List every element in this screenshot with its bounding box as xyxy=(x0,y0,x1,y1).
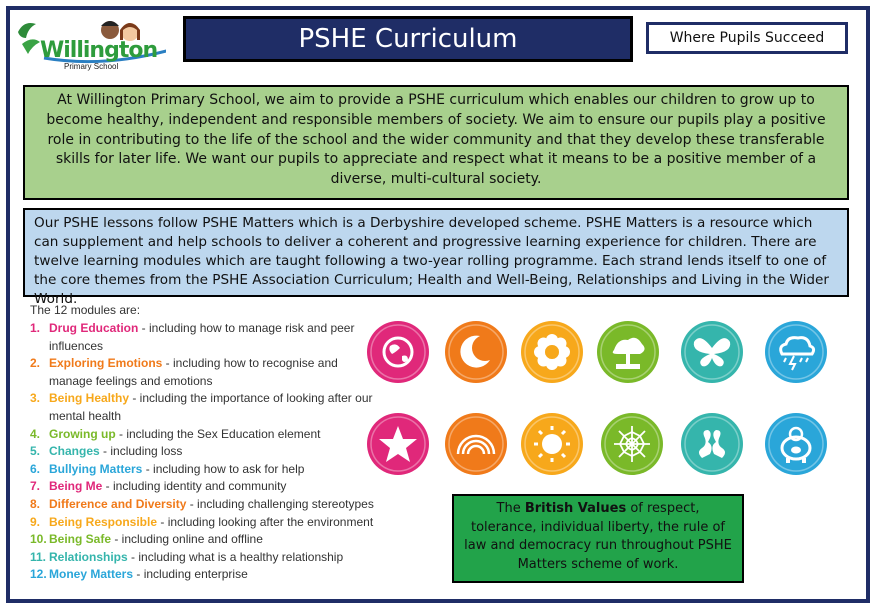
module-number: 7. xyxy=(30,479,41,494)
web-icon xyxy=(600,412,664,476)
british-values-box xyxy=(452,494,744,583)
logo-name: Willington xyxy=(40,38,158,63)
british-values-prefix: The xyxy=(496,501,525,516)
star-icon xyxy=(366,412,430,476)
module-description: - including online and offline xyxy=(111,532,263,547)
sun-icon xyxy=(520,412,584,476)
module-item xyxy=(30,478,384,496)
module-description: - including how to recognise and manage feelings and emotions xyxy=(49,356,338,388)
module-name: Growing up xyxy=(49,426,116,441)
module-item xyxy=(30,531,384,549)
module-number: 6. xyxy=(30,461,41,476)
british-values-bold: British Values xyxy=(524,501,627,516)
module-description: - including the Sex Education element xyxy=(115,426,321,441)
flower-icon xyxy=(520,320,584,384)
module-description: - including how to ask for help xyxy=(142,461,305,476)
module-name: Being Me xyxy=(49,479,103,494)
module-description: - including loss xyxy=(99,444,183,459)
module-number: 5. xyxy=(30,444,41,459)
module-number: 1. xyxy=(30,321,41,335)
module-item xyxy=(30,320,384,355)
module-item xyxy=(30,355,384,390)
module-number: 9. xyxy=(30,514,41,529)
globe-icon xyxy=(366,320,430,384)
module-item xyxy=(30,461,384,479)
module-number: 3. xyxy=(30,391,41,406)
module-number: 10. xyxy=(30,532,47,547)
module-item xyxy=(30,549,384,567)
module-item xyxy=(30,496,384,514)
butterfly-icon xyxy=(680,320,744,384)
modules-heading: The 12 modules are: xyxy=(30,303,141,317)
rainbow-icon xyxy=(444,412,508,476)
school-logo xyxy=(14,12,166,72)
module-item xyxy=(30,426,384,444)
module-name: Being Safe xyxy=(49,532,112,547)
module-number: 2. xyxy=(30,356,41,371)
module-number: 4. xyxy=(30,426,41,441)
module-name: Changes xyxy=(49,444,100,459)
module-name: Being Healthy xyxy=(49,391,130,406)
module-description: - including what is a healthy relationship xyxy=(127,549,344,564)
module-item xyxy=(30,390,384,425)
module-description: - including challenging stereotypes xyxy=(186,496,374,511)
moon-icon xyxy=(444,320,508,384)
module-description: - including the importance of looking after our mental health xyxy=(49,391,373,423)
module-number: 11. xyxy=(30,549,47,564)
british-values-suffix: of respect, tolerance, individual liberty, the rule of law and democracy run throughout PSHE Matters scheme of work. xyxy=(464,501,732,572)
tree-icon xyxy=(596,320,660,384)
scheme-text: Our PSHE lessons follow PSHE Matters which is a Derbyshire developed scheme. PSHE Matters is a resource which can supplement and help schools to deliver a coherent and progressive learning experience for children. There are twelve learning modules which are taught following a two-year rolling programme. Each strand lends itself to one of the core themes from the PSHE Association Curriculum; Health and Well-Being, Relationships and Living in the Wider World. xyxy=(34,215,829,307)
module-name: Difference and Diversity xyxy=(49,496,187,511)
page-title: PSHE Curriculum xyxy=(183,16,633,62)
module-items xyxy=(30,320,384,584)
module-item xyxy=(30,566,384,584)
module-name: Relationships xyxy=(49,549,128,564)
module-name: Drug Education xyxy=(49,321,139,335)
module-number: 12. xyxy=(30,567,47,582)
intro-box xyxy=(23,85,849,200)
module-description: - including identity and community xyxy=(102,479,287,494)
module-description: - including how to manage risk and peer influences xyxy=(49,321,355,353)
module-name: Bullying Matters xyxy=(49,461,143,476)
swans-icon xyxy=(680,412,744,476)
storm-cloud-icon xyxy=(764,320,828,384)
piggy-bank-icon xyxy=(764,412,828,476)
school-tagline: Where Pupils Succeed xyxy=(646,22,848,54)
module-name: Money Matters xyxy=(49,567,134,582)
module-name: Exploring Emotions xyxy=(49,356,163,371)
modules-list xyxy=(30,302,384,584)
module-name: Being Responsible xyxy=(49,514,158,529)
logo-subtitle: Primary School xyxy=(64,62,119,71)
module-description: - including enterprise xyxy=(133,567,248,582)
module-number: 8. xyxy=(30,496,41,511)
module-item xyxy=(30,514,384,532)
module-icon-grid xyxy=(360,318,830,478)
module-description: - including looking after the environment xyxy=(157,514,374,529)
module-item xyxy=(30,443,384,461)
scheme-box xyxy=(23,208,849,307)
intro-text: At Willington Primary School, we aim to provide a PSHE curriculum which enables our children to grow up to become healthy, independent and responsible members of society. We aim to ensure our pupils play a positive role in contributing to the life of the school and the wider community and that they develop these transferable skills for later life. We want our pupils to appreciate and respect what it means to be a positive member of a diverse, multi-cultural society. xyxy=(46,92,826,188)
